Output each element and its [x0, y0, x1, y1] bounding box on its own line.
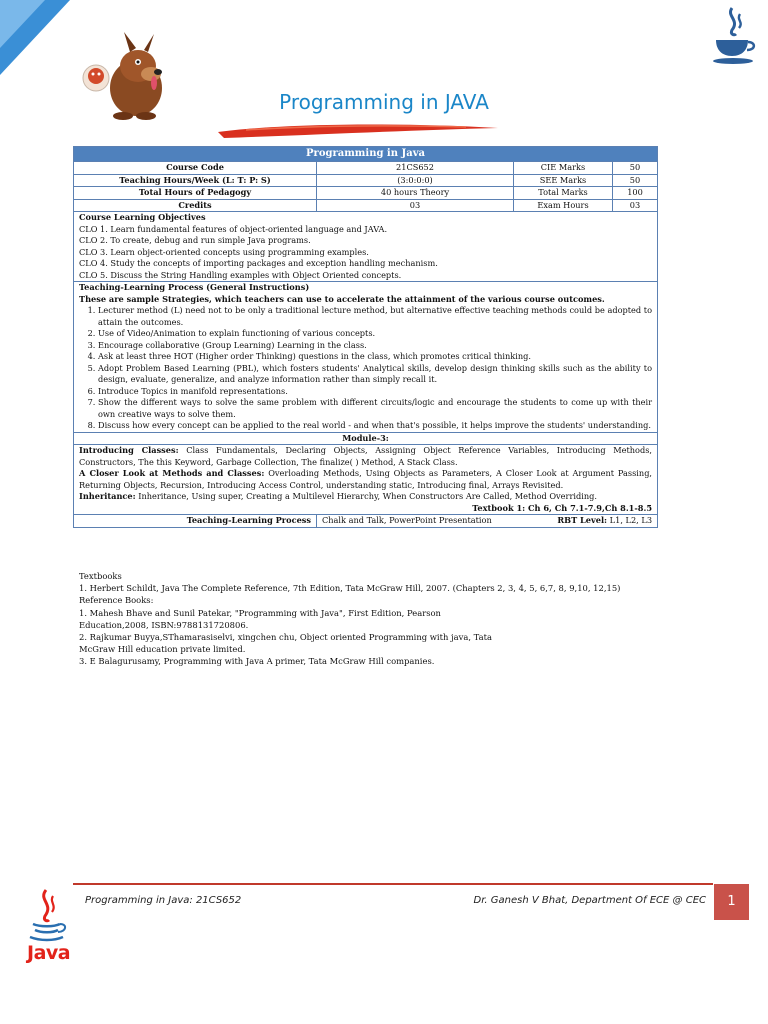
methods-label: A Closer Look at Methods and Classes: [79, 468, 265, 478]
list-item: 6. Introduce Topics in manifold representations. [98, 386, 652, 398]
table-row [74, 199, 658, 212]
clo-item: CLO 5. Discuss the String Handling examples with Object Oriented concepts. [79, 269, 402, 280]
table-title: Programming in Java [74, 147, 658, 162]
java-cup-icon [708, 4, 760, 66]
textbook-ref: Textbook 1: Ch 6, Ch 7.1-7.9,Ch 8.1-8.5 [472, 502, 653, 513]
row-number: 50 [613, 162, 658, 175]
java-logo-icon [24, 888, 68, 944]
table-row [74, 162, 658, 175]
tlp-value-cell [317, 515, 658, 528]
tlp-list [79, 305, 652, 432]
module-title: Module-3: [74, 432, 658, 445]
java-logo-text: Java [27, 942, 71, 964]
inheritance-text: Inheritance, Using super, Creating a Multilevel Hierarchy, When Constructors Are Called, Method Overriding. [135, 491, 597, 501]
rbt-label: RBT Level: [557, 515, 608, 525]
row-value: 21CS652 [317, 162, 514, 175]
clo-item: CLO 1. Learn fundamental features of object-oriented language and JAVA. [79, 223, 388, 234]
module-content [74, 445, 658, 515]
row-key: CIE Marks [514, 162, 613, 175]
reference-line: Textbooks [79, 571, 122, 581]
classes-label: Introducing Classes: [79, 445, 179, 455]
reference-line: McGraw Hill education private limited. [79, 644, 246, 655]
table-row [74, 187, 658, 200]
footer-author: Dr. Ganesh V Bhat, Department Of ECE @ CEC [473, 895, 706, 906]
corner-decoration [0, 0, 70, 75]
row-label: Teaching Hours/Week (L: T: P: S) [74, 174, 317, 187]
tlp-value: Chalk and Talk, PowerPoint Presentation [322, 515, 492, 525]
row-label: Credits [74, 199, 317, 212]
list-item: 2. Use of Video/Animation to explain functioning of various concepts. [98, 328, 652, 340]
clo-item: CLO 2. To create, debug and run simple Java programs. [79, 235, 311, 245]
methods-text: Overloading Methods, Using Objects as Parameters, A Closer Look at Argument Passing, Returning Objects, Recursion, Introducing Access Control, understanding static, Introducing final, Arrays Revisited. [79, 468, 653, 490]
reference-line: Education,2008, ISBN:9788131720806. [79, 619, 249, 630]
row-key: Total Marks [514, 187, 613, 200]
clo-item: CLO 4. Study the concepts of importing packages and exception handling mechanism. [79, 258, 438, 268]
reference-line: 1. Mahesh Bhave and Sunil Patekar, "Programming with Java", First Edition, Pearson [79, 607, 441, 618]
page-title: Programming in JAVA [279, 90, 489, 114]
row-value: (3:0:0:0) [317, 174, 514, 187]
row-number: 50 [613, 174, 658, 187]
row-key: Exam Hours [514, 199, 613, 212]
row-number: 100 [613, 187, 658, 200]
row-value: 40 hours Theory [317, 187, 514, 200]
inheritance-label: Inheritance: [79, 491, 136, 501]
references-block [79, 570, 620, 668]
row-key: SEE Marks [514, 174, 613, 187]
list-item: 8. Discuss how every concept can be applied to the real world - and when that's possible, it helps improve the students' understanding. [98, 420, 652, 432]
reference-line: 2. Rajkumar Buyya,SThamarasiselvi, xingchen chu, Object oriented Programming with java, Tata [79, 632, 492, 643]
row-label: Course Code [74, 162, 317, 175]
classes-text: Class Fundamentals, Declaring Objects, Assigning Object Reference Variables, Introducing Methods, Constructors, The this Keyword, Garbage Collection, The finalize( ) Method, A Stack Class. [79, 445, 653, 467]
row-value: 03 [317, 199, 514, 212]
tlp-label: Teaching-Learning Process [74, 515, 317, 528]
footer-course: Programming in Java: 21CS652 [85, 895, 242, 906]
footer-divider [73, 883, 713, 885]
page-number: 1 [714, 884, 749, 920]
clo-heading: Course Learning Objectives [79, 212, 206, 222]
brush-stroke-decoration [216, 120, 501, 140]
table-row [74, 174, 658, 187]
list-item: 5. Adopt Problem Based Learning (PBL), which fosters students' Analytical skills, develop design thinking skills such as the ability to design, evaluate, generalize, and analyze information rather than simply recall it. [98, 363, 652, 386]
row-number: 03 [613, 199, 658, 212]
list-item: 7. Show the different ways to solve the same problem with different circuits/logic and encourage the students to come up with their own creative ways to solve them. [98, 397, 652, 420]
reference-line: Reference Books: [79, 595, 154, 606]
tlp-section [74, 282, 658, 433]
clo-section [74, 212, 658, 282]
rbt-value: L1, L2, L3 [607, 515, 653, 525]
clo-item: CLO 3. Learn object-oriented concepts using programming examples. [79, 246, 369, 257]
tlp-intro: These are sample Strategies, which teachers can use to accelerate the attainment of the various course outcomes. [79, 293, 605, 304]
list-item: 1. Lecturer method (L) need not to be only a traditional lecture method, but alternative effective teaching methods could be adopted to attain the outcomes. [98, 305, 652, 328]
reference-line: 1. Herbert Schildt, Java The Complete Reference, 7th Edition, Tata McGraw Hill, 2007. (Chapters 2, 3, 4, 5, 6,7, 8, 9,10, 12,15) [79, 583, 621, 594]
list-item: 3. Encourage collaborative (Group Learning) Learning in the class. [98, 340, 652, 352]
row-label: Total Hours of Pedagogy [74, 187, 317, 200]
reference-line: 3. E Balagurusamy, Programming with Java A primer, Tata McGraw Hill companies. [79, 656, 435, 667]
list-item: 4. Ask at least three HOT (Higher order Thinking) questions in the class, which promotes critical thinking. [98, 351, 652, 363]
syllabus-table [73, 146, 658, 528]
tlp-heading: Teaching-Learning Process (General Instructions) [79, 282, 310, 292]
